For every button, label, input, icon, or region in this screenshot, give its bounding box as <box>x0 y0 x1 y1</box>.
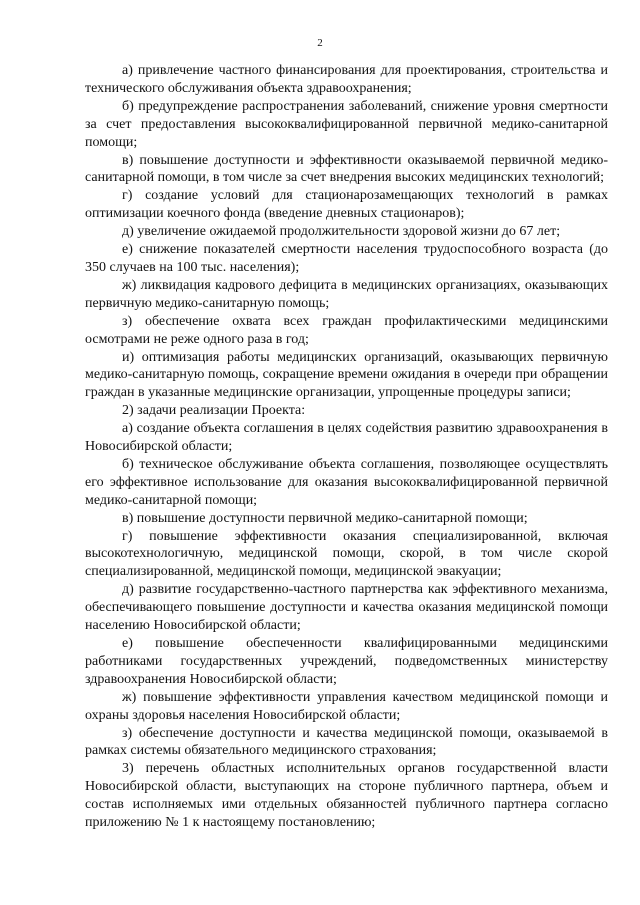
paragraph: а) создание объекта соглашения в целях содействия развитию здравоохранения в Новосибирской области; <box>85 421 608 455</box>
paragraph: в) повышение доступности первичной медико-санитарной помощи; <box>122 510 528 526</box>
paragraph: г) повышение эффективности оказания специализированной, включая высокотехнологичную, медицинской помощи, скорой, в том числе скорой специализированной, медицинской помощи, медицинской эвакуации; <box>85 528 608 580</box>
paragraph: з) обеспечение доступности и качества медицинской помощи, оказываемой в рамках системы обязательного медицинского страхования; <box>85 725 608 759</box>
paragraph: ж) повышение эффективности управления качеством медицинской помощи и охраны здоровья населения Новосибирской области; <box>85 689 608 723</box>
paragraph: а) привлечение частного финансирования для проектирования, строительства и технического обслуживания объекта здравоохранения; <box>85 63 608 96</box>
paragraph: д) развитие государственно-частного партнерства как эффективного механизма, обеспечивающего повышение доступности и качества оказания медицинской помощи населению Новосибирской области; <box>85 582 608 634</box>
paragraph: г) создание условий для стационарозамещающих технологий в рамках оптимизации коечного фонда (введение дневных стационаров); <box>85 188 608 222</box>
page-number: 2 <box>317 37 323 49</box>
paragraph: б) техническое обслуживание объекта соглашения, позволяющее осуществлять его эффективное использование для оказания высококвалифицированной первичной медико-санитарной помощи; <box>85 456 608 508</box>
paragraph: е) повышение обеспеченности квалифицированными медицинскими работниками государственных учреждений, подведомственных министерству здравоохранения Новосибирской области; <box>85 636 608 687</box>
section-heading: 2) задачи реализации Проекта: <box>122 403 306 419</box>
paragraph: д) увеличение ожидаемой продолжительности здоровой жизни до 67 лет; <box>122 224 561 240</box>
paragraph: в) повышение доступности и эффективности оказываемой первичной медико-санитарной помощи, в том числе за счет внедрения высоких медицинских технологий; <box>85 152 608 186</box>
paragraph: и) оптимизация работы медицинских организаций, оказывающих первичную медико-санитарную помощь, сокращение времени ожидания в очереди при обращении граждан в указанные медицинские организации, упрощенные процедуры записи; <box>85 349 608 401</box>
paragraph: 3) перечень областных исполнительных органов государственной власти Новосибирской области, выступающих на стороне публичного партнера, объем и состав исполняемых ими отдельных обязанностей публичного партнера согласно приложению № 1 к настоящему постановлению; <box>85 761 608 831</box>
paragraph: з) обеспечение охвата всех граждан профилактическими медицинскими осмотрами не реже одного раза в год; <box>85 313 608 347</box>
paragraph: б) предупреждение распространения заболеваний, снижение уровня смертности за счет предоставления высококвалифицированной первичной медико-санитарной помощи; <box>85 98 608 150</box>
document-body <box>85 62 608 832</box>
paragraph: ж) ликвидация кадрового дефицита в медицинских организациях, оказывающих первичную медико-санитарную помощь; <box>85 277 608 311</box>
paragraph: е) снижение показателей смертности населения трудоспособного возраста (до 350 случаев на 100 тыс. населения); <box>85 242 608 275</box>
